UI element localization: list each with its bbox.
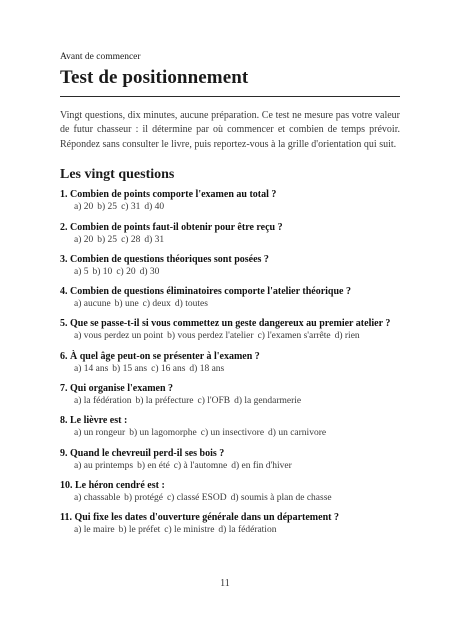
answer-option: b) la préfecture <box>135 396 194 406</box>
answer-option: a) aucune <box>74 299 111 310</box>
answer-option: a) chassable <box>74 492 121 503</box>
answer-option: c) l'OFB <box>197 396 231 406</box>
answer-option: d) la gendarmerie <box>234 396 302 406</box>
question-text: 6. À quel âge peut-on se présenter à l'examen ? <box>60 350 260 362</box>
question-text: 9. Quand le chevreuil perd-il ses bois ? <box>60 447 225 459</box>
question-list <box>60 188 400 537</box>
answer-option: c) deux <box>142 299 171 310</box>
answer-option: d) 18 ans <box>189 363 225 374</box>
question-text: 3. Combien de questions théoriques sont posées ? <box>60 253 269 265</box>
answer-option: c) classé ESOD <box>166 492 227 503</box>
page-number: 11 <box>220 578 230 589</box>
question-item <box>60 414 400 440</box>
answer-option: a) un rongeur <box>74 428 126 439</box>
question-item <box>60 447 400 473</box>
question-item <box>60 350 400 376</box>
page-content <box>60 51 400 543</box>
answer-option: c) l'examen s'arrête <box>257 331 331 342</box>
answer-options <box>60 460 400 473</box>
answer-option: c) 20 <box>116 266 136 277</box>
answer-options <box>60 492 400 505</box>
answer-options <box>60 427 400 440</box>
answer-option: b) protégé <box>124 492 163 503</box>
question-item <box>60 253 400 279</box>
question-text: 11. Qui fixe les dates d'ouverture générale dans un département ? <box>60 512 339 524</box>
answer-option: c) 16 ans <box>151 363 186 374</box>
answer-option: d) toutes <box>174 299 208 310</box>
answer-options <box>60 330 400 343</box>
answer-option: d) un carnivore <box>268 428 327 439</box>
section-title: Les vingt questions <box>60 167 175 183</box>
question-text: 8. Le lièvre est : <box>60 415 128 427</box>
answer-option: a) vous perdez un point <box>74 331 164 342</box>
answer-option: c) à l'automne <box>173 460 228 471</box>
section-kicker: Avant de commencer <box>60 52 141 62</box>
answer-options <box>60 201 400 214</box>
answer-option: b) 15 ans <box>112 363 148 374</box>
answer-option: d) rien <box>334 331 360 342</box>
answer-option: d) 30 <box>139 266 160 277</box>
answer-option: a) 20 <box>74 202 94 213</box>
answer-option: b) vous perdez l'atelier <box>167 331 254 342</box>
answer-option: d) en fin d'hiver <box>231 460 292 471</box>
answer-option: a) 14 ans <box>74 363 109 374</box>
answer-option: c) 31 <box>121 202 141 213</box>
question-text: 4. Combien de questions éliminatoires comporte l'atelier théorique ? <box>60 286 351 298</box>
answer-option: d) 40 <box>144 202 165 213</box>
question-text: 5. Que se passe-t-il si vous commettez un geste dangereux au premier atelier ? <box>60 318 391 330</box>
answer-option: b) 25 <box>97 234 118 245</box>
answer-options <box>60 524 400 537</box>
answer-option: b) en été <box>137 460 170 471</box>
question-text: 7. Qui organise l'examen ? <box>60 383 174 394</box>
question-item <box>60 285 400 311</box>
answer-option: d) soumis à plan de chasse <box>230 492 332 503</box>
answer-option: a) la fédération <box>74 396 132 406</box>
answer-options <box>60 395 400 408</box>
question-item <box>60 479 400 505</box>
question-item <box>60 221 400 247</box>
answer-option: c) 28 <box>121 234 141 245</box>
answer-option: c) un insectivore <box>200 428 265 439</box>
answer-options <box>60 234 400 247</box>
answer-option: d) la fédération <box>218 525 277 536</box>
answer-option: b) 25 <box>97 202 118 213</box>
question-item <box>60 511 400 537</box>
answer-option: a) 5 <box>74 266 89 277</box>
answer-option: c) le ministre <box>164 525 215 536</box>
answer-option: b) une <box>114 299 139 310</box>
question-item <box>60 188 400 214</box>
answer-option: b) 10 <box>92 266 113 277</box>
page-title: Test de positionnement <box>60 67 249 88</box>
question-item <box>60 317 400 343</box>
answer-option: b) un lagomorphe <box>129 428 197 439</box>
answer-options <box>60 298 400 311</box>
answer-option: a) 20 <box>74 234 94 245</box>
answer-option: d) 31 <box>144 234 165 245</box>
answer-options <box>60 363 400 376</box>
question-text: 2. Combien de points faut-il obtenir pour être reçu ? <box>60 221 283 233</box>
question-text: 1. Combien de points comporte l'examen au total ? <box>60 189 277 201</box>
question-text: 10. Le héron cendré est : <box>60 479 165 491</box>
answer-options <box>60 266 400 279</box>
question-item <box>60 382 400 408</box>
answer-option: a) le maire <box>74 525 115 536</box>
title-divider <box>60 96 400 97</box>
answer-option: a) au printemps <box>74 460 134 471</box>
answer-option: b) le préfet <box>118 525 161 536</box>
intro-paragraph: Vingt questions, dix minutes, aucune préparation. Ce test ne mesure pas votre valeur de futur chasseur : il détermine par où commencer et combien de temps prévoir. Répondez sans consulter le livre, puis reportez-vous à la grille d'orientation qui suit. <box>60 110 400 150</box>
